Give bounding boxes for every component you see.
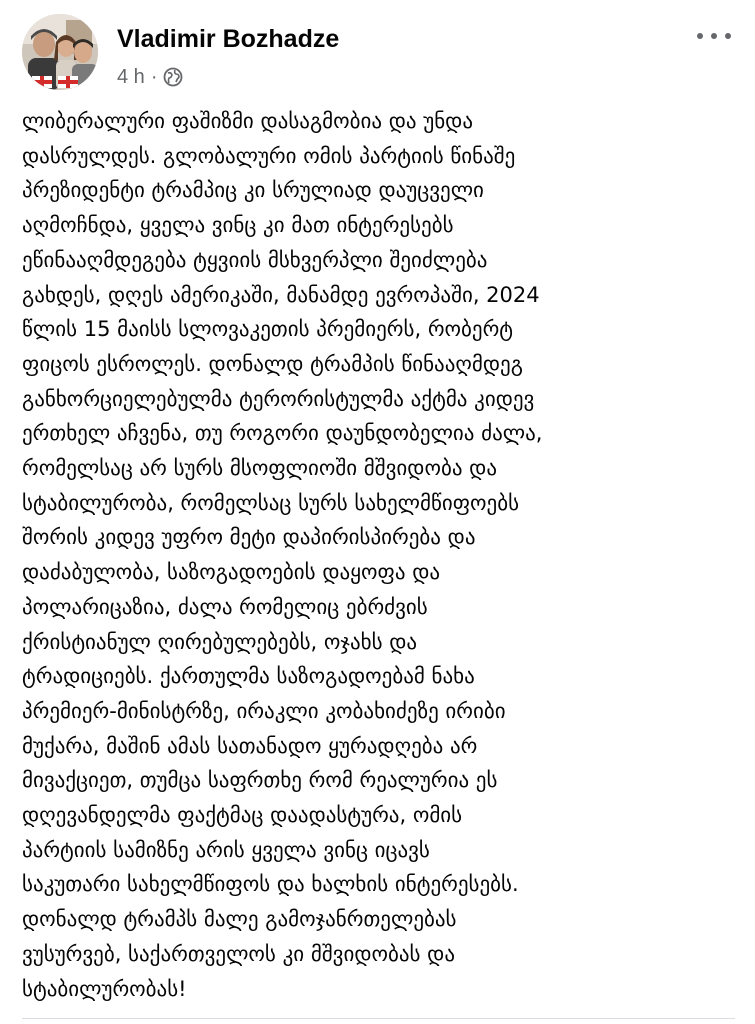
- post-text-line: დღევანდელმა ფაქტმაც დაადასტურა, ომის: [22, 803, 463, 828]
- post-text-line: სტაბილურობას!: [22, 976, 187, 1001]
- post-text-line: დასრულდეს. გლობალური ომის პარტიის წინაშე: [22, 143, 516, 168]
- author-name[interactable]: Vladimir Bozhadze: [117, 25, 340, 53]
- dot-2: [711, 33, 717, 39]
- post-text-line: პრემიერ-მინისტრზე, ირაკლი კობახიძეზე ირიბი: [22, 698, 506, 723]
- meta-separator: ·: [150, 65, 158, 88]
- post-text-line: შორის კიდევ უფრო მეტი დაპირისპირება და: [22, 525, 476, 550]
- post-text-line: პარტიის სამიზნე არის ყველა ვინც იცავს: [22, 837, 430, 862]
- post-time[interactable]: 4 h: [117, 65, 145, 88]
- post-text-line: საკუთარი სახელმწიფოს და ხალხის ინტერესებს.: [22, 872, 519, 897]
- post-text-line: რომელსაც არ სურს მსოფლიოში მშვიდობა და: [22, 456, 498, 481]
- post-text-line: ერთხელ აჩვენა, თუ როგორი დაუნდობელია ძალა,: [22, 421, 543, 446]
- post-text-line: პოლარიცაზია, ძალა რომელიც ებრძვის: [22, 594, 428, 619]
- post-text-line: ტრადიციებს. ქართულმა საზოგადოებამ ნახა: [22, 664, 475, 689]
- post-text-line: გახდეს, დღეს ამერიკაში, მანამდე ევროპაში, 2024: [22, 282, 540, 307]
- post-header: [22, 14, 735, 92]
- post-text: [22, 104, 742, 1006]
- post-text-line: ვუსურვებ, საქართველოს კი მშვიდობას და: [22, 941, 456, 966]
- ellipsis-icon[interactable]: [697, 26, 731, 46]
- post-text-line: წლის 15 მაისს სლოვაკეთის პრემიერს, რობერტ: [22, 317, 514, 342]
- post-text-line: ფიცოს ესროლეს. დონალდ ტრამპის წინააღმდეგ: [22, 351, 523, 376]
- post-text-line: აღმოჩნდა, ყველა ვინც კი მათ ინტერესებს: [22, 213, 454, 238]
- divider: [22, 1018, 735, 1019]
- post-text-line: ეწინააღმდეგება ტყვიის მსხვერპლი შეიძლება: [22, 247, 488, 272]
- post-text-line: სტაბილურობა, რომელსაც სურს სახელმწიფოებს: [22, 490, 520, 515]
- post-text-line: ქრისტიანულ ღირებულებებს, ოჯახს და: [22, 629, 418, 654]
- post-text-line: მუქარა, მაშინ ამას სათანადო ყურადღება არ: [22, 733, 478, 758]
- post-text-line: დონალდ ტრამპს მალე გამოჯანრთელებას: [22, 907, 457, 932]
- post-text-line: დაძაბულობა, საზოგადოების დაყოფა და: [22, 560, 441, 585]
- globe-icon[interactable]: [163, 67, 183, 87]
- dot-1: [697, 33, 703, 39]
- post-text-line: მივაქციეთ, თუმცა საფრთხე რომ რეალურია ეს: [22, 768, 498, 793]
- avatar-photo-icon: [22, 14, 98, 90]
- post-text-line: ლიბერალური ფაშიზმი დასაგმობია და უნდა: [22, 109, 474, 133]
- dot-3: [725, 33, 731, 39]
- post-text-line: განხორციელებულმა ტერორისტულმა აქტმა კიდევ: [22, 386, 535, 411]
- post-text-line: პრეზიდენტი ტრამპიც კი სრულიად დაუცველი: [22, 178, 484, 203]
- post-meta: [117, 64, 183, 90]
- avatar[interactable]: [22, 14, 98, 90]
